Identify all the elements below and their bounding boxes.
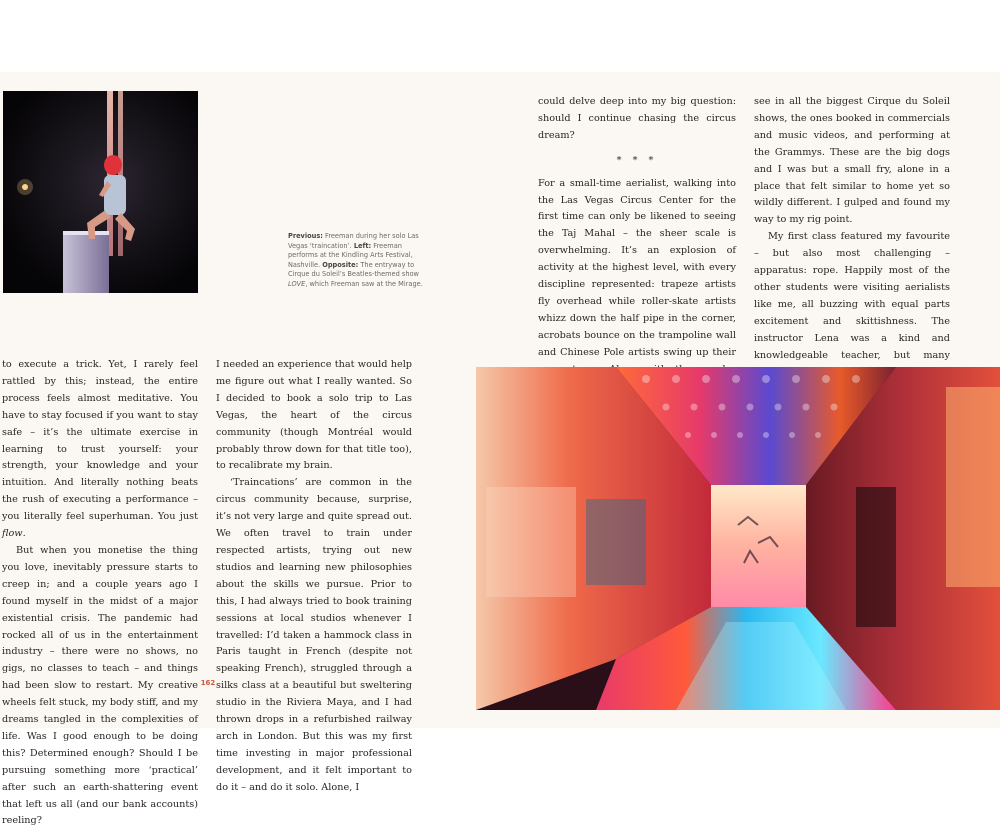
paragraph-text: . bbox=[22, 528, 26, 540]
caption-left-text: Freeman performs at the Kindling Arts Festival, Nashville. bbox=[288, 241, 413, 269]
article-column-3 bbox=[2, 357, 198, 830]
cirque-entryway-photo bbox=[476, 367, 1000, 710]
page-number: 162 bbox=[200, 679, 216, 687]
paragraph bbox=[2, 357, 198, 543]
photo-caption bbox=[288, 232, 423, 290]
caption-opposite-end: , which Freeman saw at the Mirage. bbox=[305, 279, 423, 288]
article-column-4 bbox=[216, 357, 412, 797]
caption-left-label: Left: bbox=[353, 241, 372, 250]
emphasis-text: flow bbox=[2, 528, 23, 540]
caption-previous-label: Previous: bbox=[288, 232, 323, 240]
paragraph: For a small-time aerialist, walking into the Las Vegas Circus Center for the first time can only be likened to seeing the Taj Mahal – the sheer scale is overwhelming. It’s an explosion of activity at the highest level, with every discipline represented: trapeze artists fly overhead while roller-skate artists whizz down the half pipe in the corner, acrobats bounce on the trampoline wall and Chinese Pole artists swing up their bbox=[538, 177, 736, 358]
paragraph: could delve deep into my big question: should I continue chasing the circus dream? bbox=[538, 96, 736, 141]
paragraph: I needed an experience that would help me figure out what I really wanted. So I decided to book a solo trip to Las Vegas, the heart of the circus community (though Montréal would probably throw down for that title too), to recalibrate my brain. bbox=[216, 359, 412, 472]
caption-opposite-label: Opposite: bbox=[322, 260, 359, 269]
paragraph-text: to execute a trick. Yet, I rarely feel rattled by this; instead, the entire process feels almost meditative. You have to stay focused if you want to stay safe – it’s the ultimate exercise in learning to trust yourself: your strength, your knowledge and your intuition. And literally nothing beats the rush of executing a performance – you literally feel superhuman. You just bbox=[2, 359, 198, 523]
paragraph: ‘Traincations’ are common in the circus community because, surprise, it’s not very large and quite spread out. We often travel to train under respected artists, trying out new studios and learning new philosophies about the skills we pursue. Prior to this, I had always tried to book training sessions at local studios whenever I travelled: I’d taken a hammock class in Paris taught in French (despite not speaking French), struggled through a silks class at a beautiful but sweltering studio in the Riviera Maya, and I had thrown drops in a refurbished railway arch in London. But this was my first time investing in major professional development, and it felt important to do it – and do it solo. Alone, I bbox=[216, 477, 412, 793]
caption-previous-text: Freeman during her solo Las Vegas ‘traincation’. bbox=[288, 232, 419, 250]
paragraph: see in all the biggest Cirque du Soleil shows, the ones booked in commercials and music videos, and performing at the Grammys. These are the big dogs and I was but a small fry, alone in a place that felt similar to home yet so wildly different. I gulped and found my way to my rig point. bbox=[754, 96, 950, 226]
section-break: * * * bbox=[616, 154, 658, 166]
caption-show-name: LOVE bbox=[288, 279, 306, 288]
caption-opposite-text: The entryway to Cirque du Soleil’s Beatles-themed show bbox=[288, 260, 419, 279]
paragraph: But when you monetise the thing you love, inevitably pressure starts to creep in; and a couple years ago I found myself in the midst of a major existential crisis. The pandemic had rocked all of us in the entertainment industry – there were no shows, no gigs, no classes to teach – and things had been slow to restart. My creative wheels felt stuck, my body stiff, and my dreams tangled in the complexities of life. Was I good enough to be doing this? Determined enough? Should I be pursuing something more ‘practical’ after such an earth-shattering event that left us all (and our bank accounts) reeling? bbox=[2, 544, 198, 827]
paragraph: My first class featured my favourite – but also most challenging – apparatus: rope. Happily most of the other students were visiting aerialists like me, all buzzing with equal parts excitement and skittishness. The instructor Lena was a kind and knowledgeable teacher, but many bbox=[754, 231, 950, 361]
aerialist-photo bbox=[3, 91, 198, 293]
